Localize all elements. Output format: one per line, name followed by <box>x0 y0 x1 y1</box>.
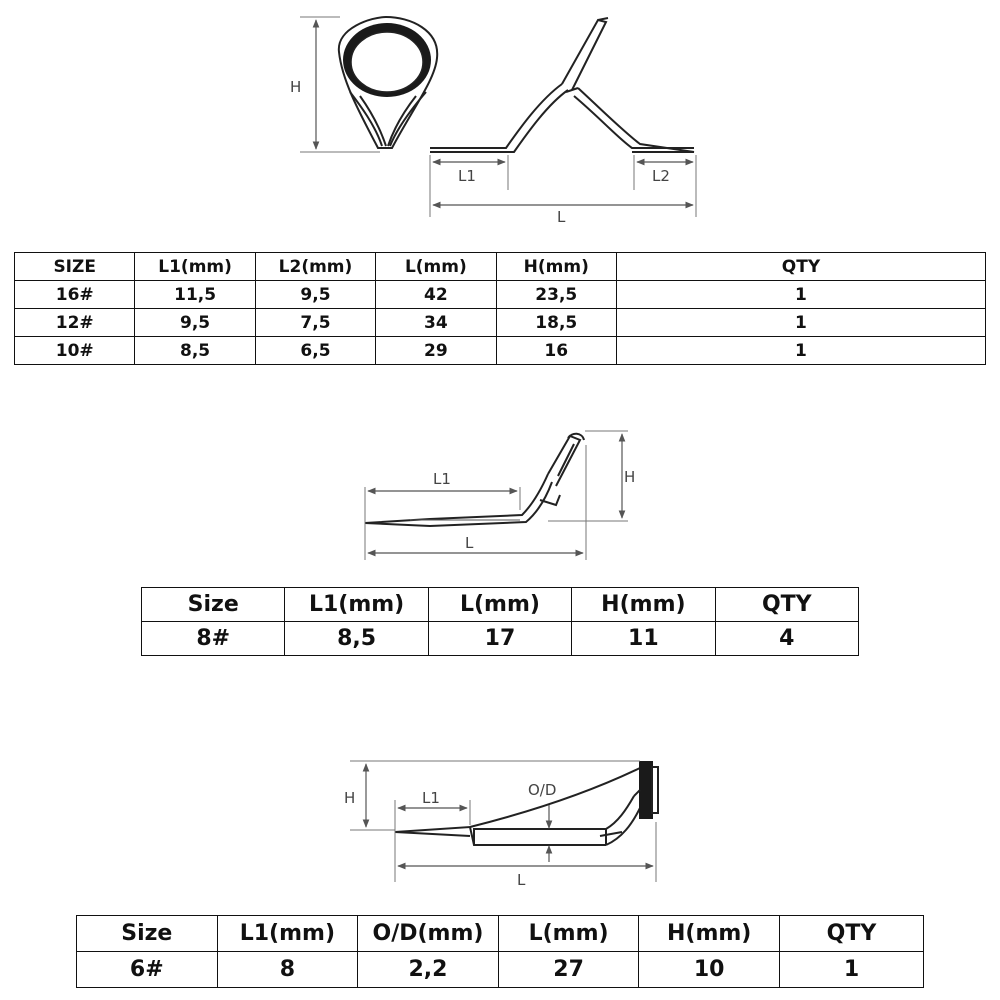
table-row <box>15 309 986 337</box>
h-label-1: H <box>290 78 302 96</box>
l-label-2: L <box>465 534 474 552</box>
h-dimension-3 <box>344 761 640 830</box>
table-row <box>77 952 924 988</box>
table-cell: 42 <box>376 281 496 309</box>
table-cell: 1 <box>616 309 985 337</box>
header-cell: H(mm) <box>572 588 715 622</box>
table-cell: 2,2 <box>358 952 499 988</box>
header-cell: L(mm) <box>376 253 496 281</box>
l2-dimension-1 <box>634 155 696 217</box>
od-dimension-3 <box>528 781 556 862</box>
table-cell: 23,5 <box>496 281 616 309</box>
guide-single-foot <box>365 434 584 526</box>
od-label-3: O/D <box>528 781 557 799</box>
header-cell: QTY <box>779 916 923 952</box>
header-cell: H(mm) <box>496 253 616 281</box>
table-cell: 10# <box>15 337 135 365</box>
l1-label-1: L1 <box>458 167 476 185</box>
table-cell: 6,5 <box>255 337 375 365</box>
table-cell: 8 <box>217 952 358 988</box>
table-cell: 1 <box>616 337 985 365</box>
table-cell: 34 <box>376 309 496 337</box>
h-label-2: H <box>624 468 636 486</box>
header-cell: QTY <box>715 588 858 622</box>
table-cell: 11 <box>572 622 715 656</box>
header-cell: H(mm) <box>639 916 780 952</box>
spec-table-3 <box>76 915 924 988</box>
table-cell: 6# <box>77 952 218 988</box>
table-cell: 27 <box>498 952 639 988</box>
guide-front-view <box>339 17 437 148</box>
l-dimension-2 <box>368 445 586 560</box>
header-cell: L1(mm) <box>217 916 358 952</box>
l1-dimension-2 <box>365 470 520 560</box>
header-cell: L(mm) <box>428 588 571 622</box>
table-cell: 9,5 <box>255 281 375 309</box>
table-row <box>15 281 986 309</box>
spec-table-1 <box>14 252 986 365</box>
table-row <box>142 622 859 656</box>
l1-label-2: L1 <box>433 470 451 488</box>
header-cell: L(mm) <box>498 916 639 952</box>
l-label-1: L <box>557 208 566 226</box>
table-row <box>15 337 986 365</box>
guide-side-view <box>430 18 694 152</box>
table-cell: 11,5 <box>135 281 255 309</box>
l1-dimension-1 <box>430 155 508 217</box>
h-label-3: H <box>344 789 356 807</box>
header-cell: L1(mm) <box>285 588 428 622</box>
table-cell: 16 <box>496 337 616 365</box>
header-cell: QTY <box>616 253 985 281</box>
table-cell: 16# <box>15 281 135 309</box>
table-cell: 18,5 <box>496 309 616 337</box>
l-dimension-1 <box>433 205 693 226</box>
table-cell: 10 <box>639 952 780 988</box>
table-cell: 8,5 <box>135 337 255 365</box>
l2-label-1: L2 <box>652 167 670 185</box>
table-cell: 7,5 <box>255 309 375 337</box>
table-header-row <box>15 253 986 281</box>
table-header-row <box>77 916 924 952</box>
table-cell: 29 <box>376 337 496 365</box>
table-cell: 1 <box>779 952 923 988</box>
table-cell: 9,5 <box>135 309 255 337</box>
header-cell: Size <box>77 916 218 952</box>
header-cell: L2(mm) <box>255 253 375 281</box>
header-cell: Size <box>142 588 285 622</box>
table-cell: 17 <box>428 622 571 656</box>
table-cell: 8,5 <box>285 622 428 656</box>
l1-label-3: L1 <box>422 789 440 807</box>
header-cell: L1(mm) <box>135 253 255 281</box>
table-cell: 4 <box>715 622 858 656</box>
header-cell: O/D(mm) <box>358 916 499 952</box>
l-label-3: L <box>517 871 526 889</box>
table-header-row <box>142 588 859 622</box>
header-cell: SIZE <box>15 253 135 281</box>
table-cell: 12# <box>15 309 135 337</box>
spec-table-2 <box>141 587 859 656</box>
table-cell: 8# <box>142 622 285 656</box>
table-cell: 1 <box>616 281 985 309</box>
